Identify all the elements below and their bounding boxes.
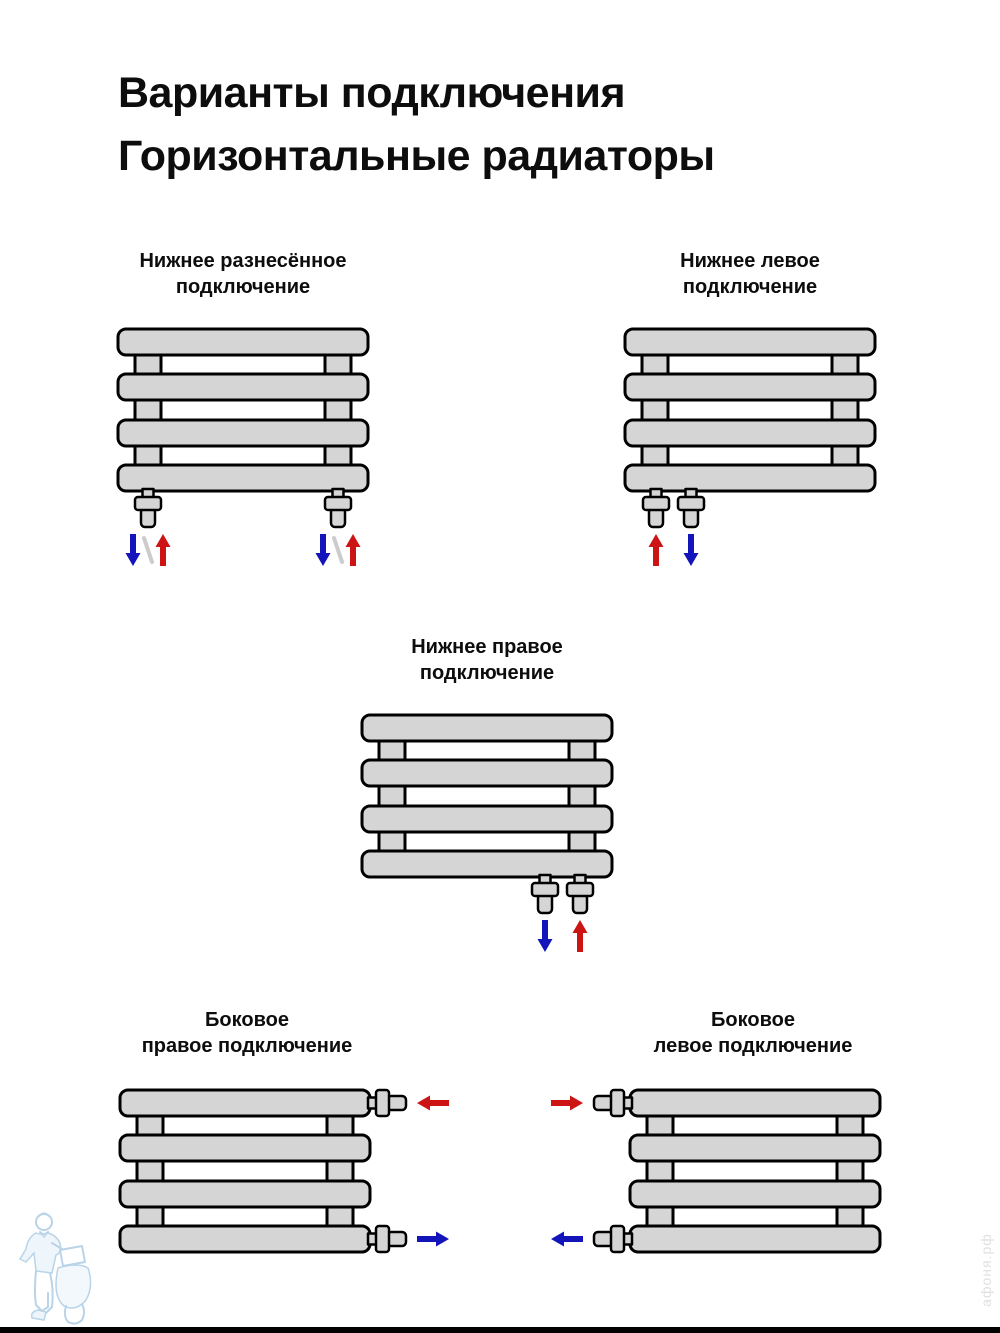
diagram-side-right: [97, 1007, 397, 1256]
diagram-label-line2: подключение: [682, 276, 818, 298]
inflow-arrow-icon: [346, 534, 361, 566]
inflow-arrow-icon: [649, 534, 664, 566]
valve-fitting-icon: [368, 1090, 406, 1116]
radiator-body: [118, 329, 368, 491]
inflow-arrow-icon: [551, 1096, 583, 1111]
plumber-logo-watermark: [8, 1206, 98, 1326]
outflow-arrow-icon: [126, 534, 141, 566]
diagram-label: [97, 1007, 397, 1059]
valve-fitting-icon: [567, 875, 593, 913]
page-title: [118, 62, 715, 188]
bottom-edge-bar: [0, 1327, 1000, 1333]
radiator-figure-side-left: [546, 1088, 882, 1256]
separator-slash-icon: [144, 538, 152, 562]
diagram-label: [600, 248, 900, 300]
site-watermark-text: афоня.рф: [978, 1233, 994, 1307]
page-title-line2: Горизонтальные радиаторы: [118, 132, 715, 180]
diagram-label-line2: подключение: [175, 276, 311, 298]
outflow-arrow-icon: [316, 534, 331, 566]
diagram-label-line2: правое подключение: [141, 1035, 353, 1057]
diagram-bottom-left: [600, 248, 900, 571]
diagram-label: [93, 248, 393, 300]
separator-slash-icon: [334, 538, 342, 562]
valve-fitting-icon: [594, 1090, 632, 1116]
outflow-arrow-icon: [684, 534, 699, 566]
valve-fitting-icon: [368, 1226, 406, 1252]
diagram-label-line1: Нижнее правое: [411, 636, 563, 658]
radiator-figure-side-right: [118, 1088, 454, 1256]
valve-fitting-icon: [678, 489, 704, 527]
valve-fitting-icon: [643, 489, 669, 527]
outflow-arrow-icon: [551, 1232, 583, 1247]
valve-fitting-icon: [532, 875, 558, 913]
diagram-label-line1: Нижнее левое: [680, 250, 820, 272]
diagram-label-line2: подключение: [419, 662, 555, 684]
radiator-figure-bottom-right: [360, 713, 614, 957]
valve-fitting-icon: [594, 1226, 632, 1252]
diagram-bottom-spread: [93, 248, 393, 571]
diagram-label-line1: Боковое: [205, 1009, 289, 1031]
diagram-label-line1: Боковое: [711, 1009, 795, 1031]
radiator-figure-bottom-left: [623, 327, 877, 571]
inflow-arrow-icon: [573, 920, 588, 952]
valve-fitting-icon: [325, 489, 351, 527]
diagram-side-left: [603, 1007, 903, 1256]
outflow-arrow-icon: [417, 1232, 449, 1247]
diagram-label-line1: Нижнее разнесённое: [139, 250, 347, 272]
radiator-body: [120, 1090, 370, 1252]
inflow-arrow-icon: [156, 534, 171, 566]
radiator-figure-bottom-spread: [116, 327, 370, 571]
page-title-line1: Варианты подключения: [118, 69, 626, 117]
diagram-bottom-right: [337, 634, 637, 957]
radiator-body: [625, 329, 875, 491]
diagram-label-line2: левое подключение: [653, 1035, 853, 1057]
radiator-body: [362, 715, 612, 877]
inflow-arrow-icon: [417, 1096, 449, 1111]
diagram-label: [337, 634, 637, 686]
outflow-arrow-icon: [538, 920, 553, 952]
radiator-body: [630, 1090, 880, 1252]
diagram-label: [603, 1007, 903, 1059]
valve-fitting-icon: [135, 489, 161, 527]
